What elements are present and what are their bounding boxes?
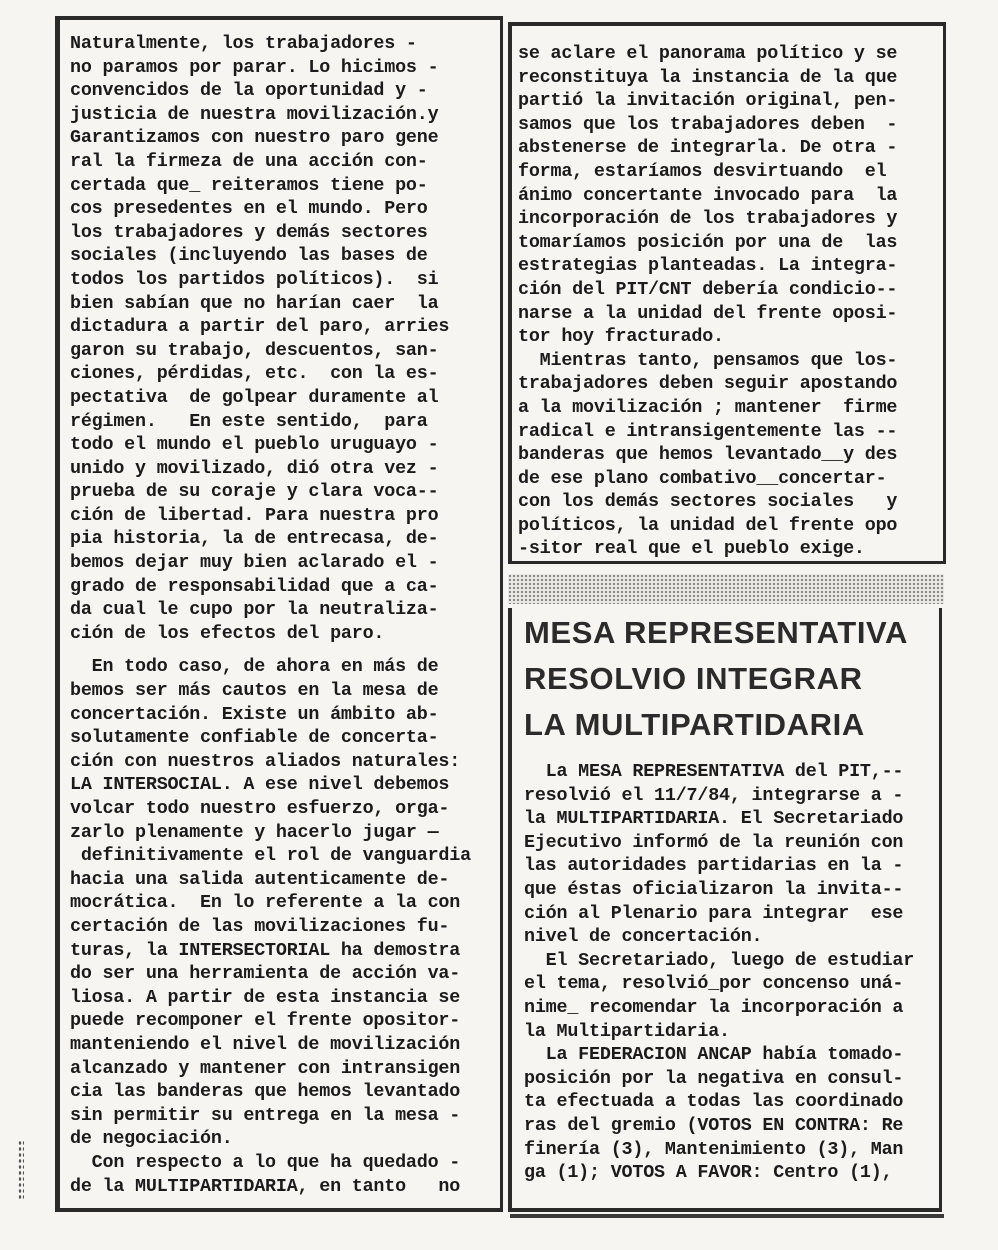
text-line: concertación. Existe un ámbito ab-: [70, 703, 439, 725]
article-column: [508, 608, 942, 1212]
text-line: radical e intransigentemente las --: [518, 420, 898, 442]
text-line: ánimo concertante invocado para la: [518, 184, 898, 206]
left-paragraph-1: [70, 32, 496, 645]
text-line: ras del gremio (VOTOS EN CONTRA: Re: [524, 1114, 904, 1136]
scan-edge-mark: [18, 1140, 24, 1200]
text-line: En todo caso, de ahora en más de: [70, 656, 439, 678]
text-line: que éstas oficializaron la invita--: [524, 878, 904, 900]
bottom-rule: [510, 1214, 944, 1218]
text-line: incorporación de los trabajadores y: [518, 208, 898, 230]
right-paragraph-2: [518, 349, 937, 561]
text-line: de ese plano combativo__concertar-: [518, 467, 887, 489]
text-line: do ser una herramienta de acción va-: [70, 963, 461, 985]
text-line: ción con nuestros aliados naturales:: [70, 750, 461, 772]
text-line: con los demás sectores sociales y: [518, 491, 898, 513]
text-line: liosa. A partir de esta instancia se: [70, 986, 461, 1008]
text-line: tomaríamos posición por una de las: [518, 231, 898, 253]
text-line: ción de libertad. Para nuestra pro: [70, 504, 439, 526]
text-line: Con respecto a lo que ha quedado -: [70, 1151, 461, 1173]
text-line: partió la invitación original, pen-: [518, 90, 898, 112]
text-line: Naturalmente, los trabajadores -: [70, 33, 417, 54]
text-line: forma, estaríamos desvirtuando el: [518, 160, 887, 182]
text-line: de negociación.: [70, 1128, 233, 1150]
text-line: convencidos de la oportunidad y -: [70, 80, 428, 102]
headline-line: RESOLVIO INTEGRAR: [524, 661, 863, 696]
text-line: el tema, resolvió_por concenso uná-: [524, 973, 904, 995]
article-paragraph-2: [524, 949, 935, 1043]
text-line: resolvió el 11/7/84, integrarse a -: [524, 784, 904, 806]
text-line: prueba de su coraje y clara voca--: [70, 481, 439, 503]
text-line: da cual le cupo por la neutraliza-: [70, 599, 439, 621]
text-line: no paramos por parar. Lo hicimos -: [70, 56, 439, 78]
text-line: bemos dejar muy bien aclarado el -: [70, 552, 439, 574]
text-line: ta efectuada a todas las coordinado: [524, 1091, 904, 1113]
text-line: samos que los trabajadores deben -: [518, 113, 898, 135]
text-line: definitivamente el rol de vanguardia: [70, 845, 471, 867]
article-headline: [524, 608, 935, 746]
text-line: dictadura a partir del paro, arries: [70, 316, 450, 338]
text-line: ción al Plenario para integrar ese: [524, 902, 904, 924]
text-line: finería (3), Mantenimiento (3), Man: [524, 1138, 904, 1160]
text-line: a la movilización ; mantener firme: [518, 396, 898, 418]
text-line: abstenerse de integrarla. De otra -: [518, 137, 898, 159]
text-line: se aclare el panorama político y se: [518, 43, 898, 64]
text-line: reconstituya la instancia de la que: [518, 66, 898, 88]
text-line: los trabajadores y demás sectores: [70, 221, 428, 243]
text-line: garon su trabajo, descuentos, san-: [70, 339, 439, 361]
left-paragraph-2: [70, 655, 496, 1150]
left-column: [55, 16, 503, 1212]
text-line: volcar todo nuestro esfuerzo, orga-: [70, 798, 450, 819]
halftone-separator: [508, 574, 944, 604]
text-line: tor hoy fracturado.: [518, 326, 724, 348]
left-paragraph-3: [70, 1151, 496, 1198]
article-paragraph-1: [524, 760, 935, 949]
text-line: Mientras tanto, pensamos que los-: [518, 349, 898, 371]
article-paragraph-3: [524, 1043, 935, 1185]
text-line: manteniendo el nivel de movilización: [70, 1033, 461, 1055]
text-line: turas, la INTERSECTORIAL ha demostra: [70, 939, 461, 961]
text-line: nime_ recomendar la incorporación a: [524, 996, 904, 1018]
text-line: nivel de concertación.: [524, 926, 763, 948]
text-line: narse a la unidad del frente oposi-: [518, 302, 898, 324]
text-line: ciones, pérdidas, etc. con la es-: [70, 363, 439, 385]
text-line: certación de las movilizaciones fu-: [70, 915, 450, 937]
right-top-column: [508, 22, 946, 564]
text-line: La MESA REPRESENTATIVA del PIT,--: [524, 761, 904, 782]
text-line: Garantizamos con nuestro paro gene: [70, 127, 439, 149]
text-line: pia historia, la de entrecasa, de-: [70, 528, 439, 550]
text-line: solutamente confiable de concerta-: [70, 727, 439, 749]
text-line: hacia una salida autenticamente de-: [70, 868, 450, 890]
text-line: bien sabían que no harían caer la: [70, 292, 439, 314]
text-line: grado de responsabilidad que a ca-: [70, 575, 439, 597]
text-line: certada que_ reiteramos tiene po-: [70, 174, 428, 196]
text-line: zarlo plenamente y hacerlo jugar —: [70, 821, 439, 843]
headline-line: LA MULTIPARTIDARIA: [524, 707, 865, 742]
headline-line: MESA REPRESENTATIVA: [524, 615, 909, 650]
right-paragraph-1: [518, 42, 937, 349]
text-line: unido y movilizado, dió otra vez -: [70, 457, 439, 479]
text-line: pectativa de golpear duramente al: [70, 386, 439, 408]
text-line: El Secretariado, luego de estudiar: [524, 949, 915, 971]
text-line: la MULTIPARTIDARIA. El Secretariado: [524, 808, 904, 830]
text-line: todo el mundo el pueblo uruguayo -: [70, 434, 439, 456]
text-line: -sitor real que el pueblo exige.: [518, 538, 865, 560]
text-line: bemos ser más cautos en la mesa de: [70, 680, 439, 702]
text-line: puede recomponer el frente opositor-: [70, 1010, 461, 1032]
text-line: ción del PIT/CNT debería condicio--: [518, 278, 898, 300]
text-line: banderas que hemos levantado__y des: [518, 444, 898, 466]
text-line: trabajadores deben seguir apostando: [518, 373, 898, 395]
text-line: mocrática. En lo referente a la con: [70, 892, 461, 914]
text-line: las autoridades partidarias en la -: [524, 855, 904, 877]
text-line: todos los partidos políticos). si: [70, 268, 439, 290]
text-line: ga (1); VOTOS A FAVOR: Centro (1),: [524, 1162, 893, 1184]
text-line: alcanzado y mantener con intransigen: [70, 1057, 461, 1079]
text-line: la Multipartidaria.: [524, 1020, 730, 1042]
text-line: ral la firmeza de una acción con-: [70, 150, 428, 172]
text-line: sin permitir su entrega en la mesa -: [70, 1104, 461, 1126]
text-line: justicia de nuestra movilización.y: [70, 103, 439, 125]
text-line: La FEDERACION ANCAP había tomado-: [524, 1044, 904, 1066]
text-line: cia las banderas que hemos levantado: [70, 1081, 461, 1103]
text-line: Ejecutivo informó de la reunión con: [524, 831, 904, 853]
text-line: cos presedentes en el mundo. Pero: [70, 198, 428, 220]
text-line: sociales (incluyendo las bases de: [70, 245, 428, 267]
text-line: régimen. En este sentido, para: [70, 410, 428, 432]
text-line: ción de los efectos del paro.: [70, 622, 385, 644]
text-line: estrategias planteadas. La integra-: [518, 255, 898, 277]
text-line: de la MULTIPARTIDARIA, en tanto no: [70, 1175, 461, 1197]
text-line: políticos, la unidad del frente opo: [518, 514, 898, 536]
text-line: LA INTERSOCIAL. A ese nivel debemos: [70, 774, 450, 796]
text-line: posición por la negativa en consul-: [524, 1067, 904, 1089]
